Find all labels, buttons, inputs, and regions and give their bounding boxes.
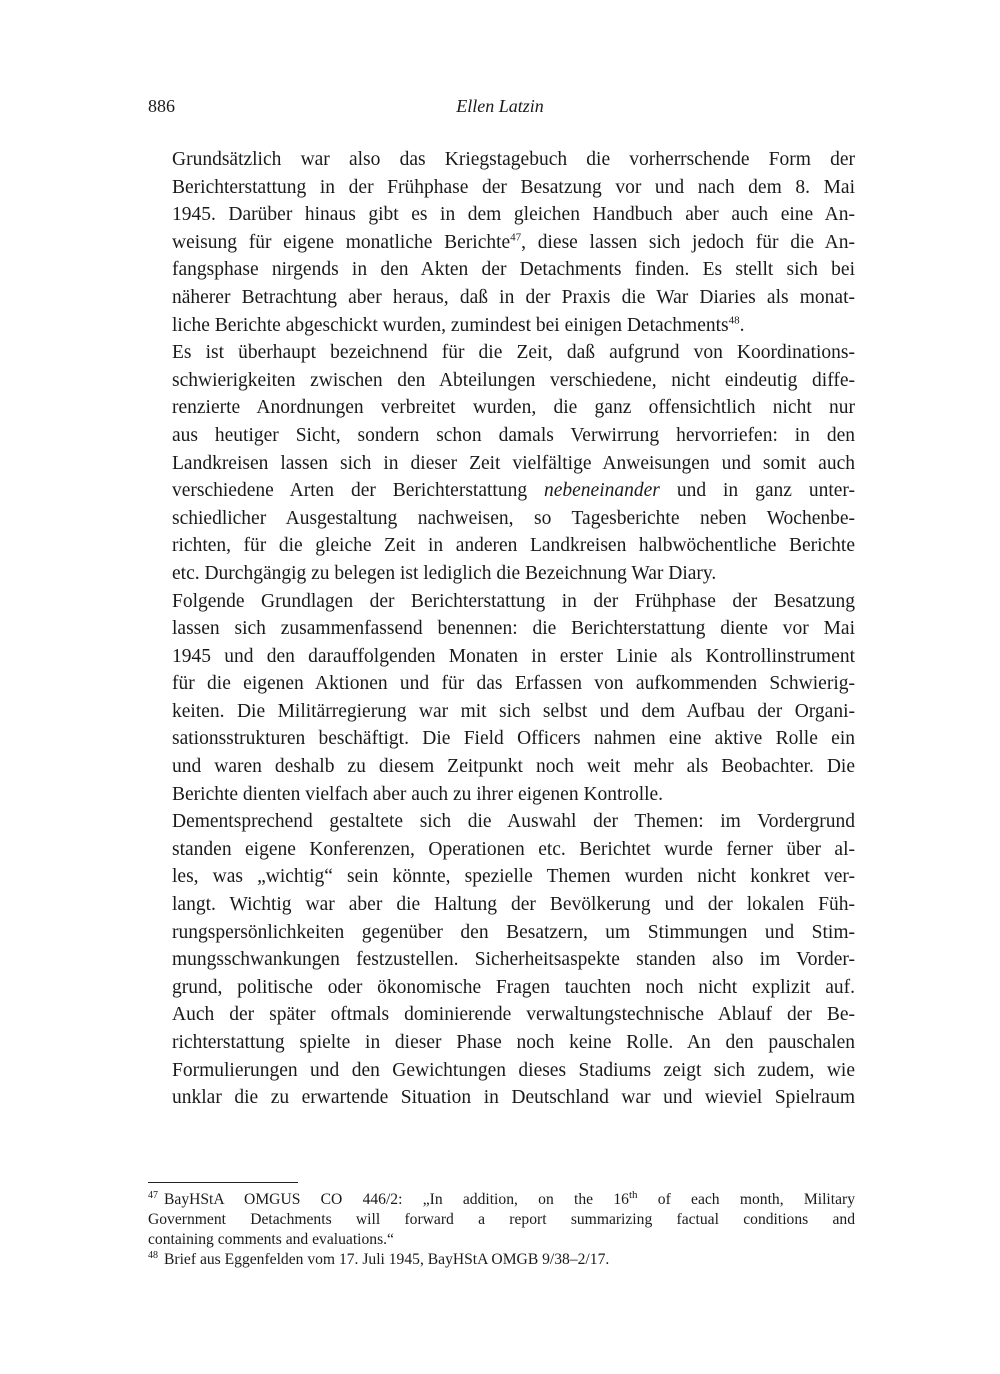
text-line: für die eigenen Aktionen und für das Erfassen von aufkommenden Schwierig- — [172, 673, 855, 695]
paragraph-1 — [148, 146, 855, 339]
text-line: grund, politische oder ökonomische Fragen tauchten noch nicht explizit auf. — [172, 976, 855, 998]
text-line: Berichterstattung in der Frühphase der Besatzung vor und nach dem 8. Mai — [172, 176, 855, 198]
text-segment: verschiedene Arten der Berichterstattung — [172, 480, 544, 502]
text-line: schiedlicher Ausgestaltung nachweisen, so Tagesberichte neben Wochenbe- — [172, 507, 855, 529]
text-line: Auch der später oftmals dominierende verwaltungstechnische Ablauf der Be- — [172, 1004, 855, 1026]
text-line: Formulierungen und den Gewichtungen dieses Stadiums zeigt sich zudem, wie — [172, 1059, 855, 1081]
text-line: Dementsprechend gestaltete sich die Auswahl der Themen: im Vordergrund — [172, 811, 855, 833]
text-line: unklar die zu erwartende Situation in Deutschland war und wieviel Spielraum — [172, 1087, 855, 1109]
text-line: renzierte Anordnungen verbreitet wurden, die ganz offensichtlich nicht nur — [172, 397, 855, 419]
ordinal-suffix: th — [628, 1188, 638, 1201]
text-line: 1945. Darüber hinaus gibt es in dem gleichen Handbuch aber auch eine An- — [172, 204, 855, 226]
page-number: 886 — [148, 96, 175, 116]
text-line: richterstattung spielte in dieser Phase noch keine Rolle. An den pauschalen — [172, 1032, 855, 1053]
text-line: richten, für die gleiche Zeit in anderen Landkreisen halbwöchentliche Berichte — [172, 535, 855, 557]
footnote-line: containing comments and evaluations.“ — [148, 1231, 394, 1248]
text-line: Landkreisen lassen sich in dieser Zeit vielfältige Anweisungen und somit auch — [172, 452, 855, 474]
text-line: aus heutiger Sicht, sondern schon damals Verwirrung hervorriefen: in den — [172, 424, 855, 446]
text-line: les, was „wichtig“ sein könnte, spezielle Themen wurden nicht konkret ver- — [172, 866, 855, 888]
text-line: fangsphase nirgends in den Akten der Detachments finden. Es stellt sich bei — [172, 259, 855, 281]
footnotes — [148, 1190, 855, 1270]
footnote-divider — [148, 1182, 298, 1183]
text-segment: , diese lassen sich jedoch für die An- — [521, 231, 855, 253]
footnote-ref-47: 47 — [510, 231, 522, 244]
running-head: Ellen Latzin — [456, 96, 544, 116]
footnote-47 — [148, 1190, 855, 1250]
footnote-mark: 48 — [148, 1249, 158, 1261]
text-line: langt. Wichtig war aber die Haltung der Bevölkerung und der lokalen Füh- — [172, 894, 855, 916]
footnote-ref-48: 48 — [728, 314, 740, 327]
text-segment: . — [739, 314, 745, 336]
text-line — [148, 477, 855, 505]
paragraph-3 — [148, 588, 855, 809]
emphasis: nebeneinander — [544, 480, 660, 502]
text-segment: Brief aus Eggenfelden vom 17. Juli 1945, BayHStA OMGB 9/38–2/17. — [164, 1251, 610, 1268]
text-segment: liche Berichte abgeschickt wurden, zumindest bei einigen Detachments — [172, 314, 729, 336]
text-line: 1945 und den darauffolgenden Monaten in erster Linie als Kontrollinstrument — [172, 645, 855, 667]
footnote-48 — [148, 1250, 855, 1270]
text-line: keiten. Die Militärregierung war mit sich selbst und dem Aufbau der Organi- — [172, 700, 855, 722]
text-line: mungsschwankungen festzustellen. Sicherheitsaspekte standen also im Vorder- — [172, 949, 855, 971]
paragraph-4 — [148, 808, 855, 1112]
text-line — [148, 229, 855, 257]
text-line: standen eigene Konferenzen, Operationen etc. Berichtet wurde ferner über al- — [172, 838, 855, 860]
text-line: und waren deshalb zu diesem Zeitpunkt noch weit mehr als Beobachter. Die — [172, 756, 855, 778]
body-text — [148, 146, 855, 1112]
text-line: Es ist überhaupt bezeichnend für die Zeit, daß aufgrund von Koordinations- — [172, 342, 855, 364]
text-line: schwierigkeiten zwischen den Abteilungen verschiedene, nicht eindeutig diffe- — [172, 369, 855, 391]
footnote-mark: 47 — [148, 1189, 158, 1201]
footnote-line — [148, 1190, 855, 1210]
text-line: Folgende Grundlagen der Berichterstattung in der Frühphase der Besatzung — [172, 590, 855, 612]
text-line — [148, 312, 855, 340]
paragraph-2 — [148, 339, 855, 587]
text-segment: weisung für eigene monatliche Berichte — [172, 231, 511, 253]
text-line: lassen sich zusammenfassend benennen: die Berichterstattung diente vor Mai — [172, 618, 855, 640]
text-segment: of each month, Military — [637, 1191, 855, 1208]
text-line: Grundsätzlich war also das Kriegstagebuch die vorherrschende Form der — [172, 149, 855, 170]
footnote-line: Government Detachments will forward a report summarizing factual conditions and — [148, 1211, 855, 1228]
text-segment: und in ganz unter- — [659, 480, 855, 502]
text-line: sationsstrukturen beschäftigt. Die Field Officers nahmen eine aktive Rolle ein — [172, 728, 855, 750]
footnote-line — [148, 1250, 855, 1270]
text-line: etc. Durchgängig zu belegen ist lediglich die Bezeichnung War Diary. — [172, 562, 717, 584]
text-segment: BayHStA OMGUS CO 446/2: „In addition, on the 16 — [164, 1191, 629, 1208]
text-line: näherer Betrachtung aber heraus, daß in der Praxis die War Diaries als monat- — [172, 286, 855, 308]
text-line: Berichte dienten vielfach aber auch zu ihrer eigenen Kontrolle. — [172, 783, 664, 805]
text-line: rungspersönlichkeiten gegenüber den Besatzern, um Stimmungen und Stim- — [172, 921, 855, 943]
